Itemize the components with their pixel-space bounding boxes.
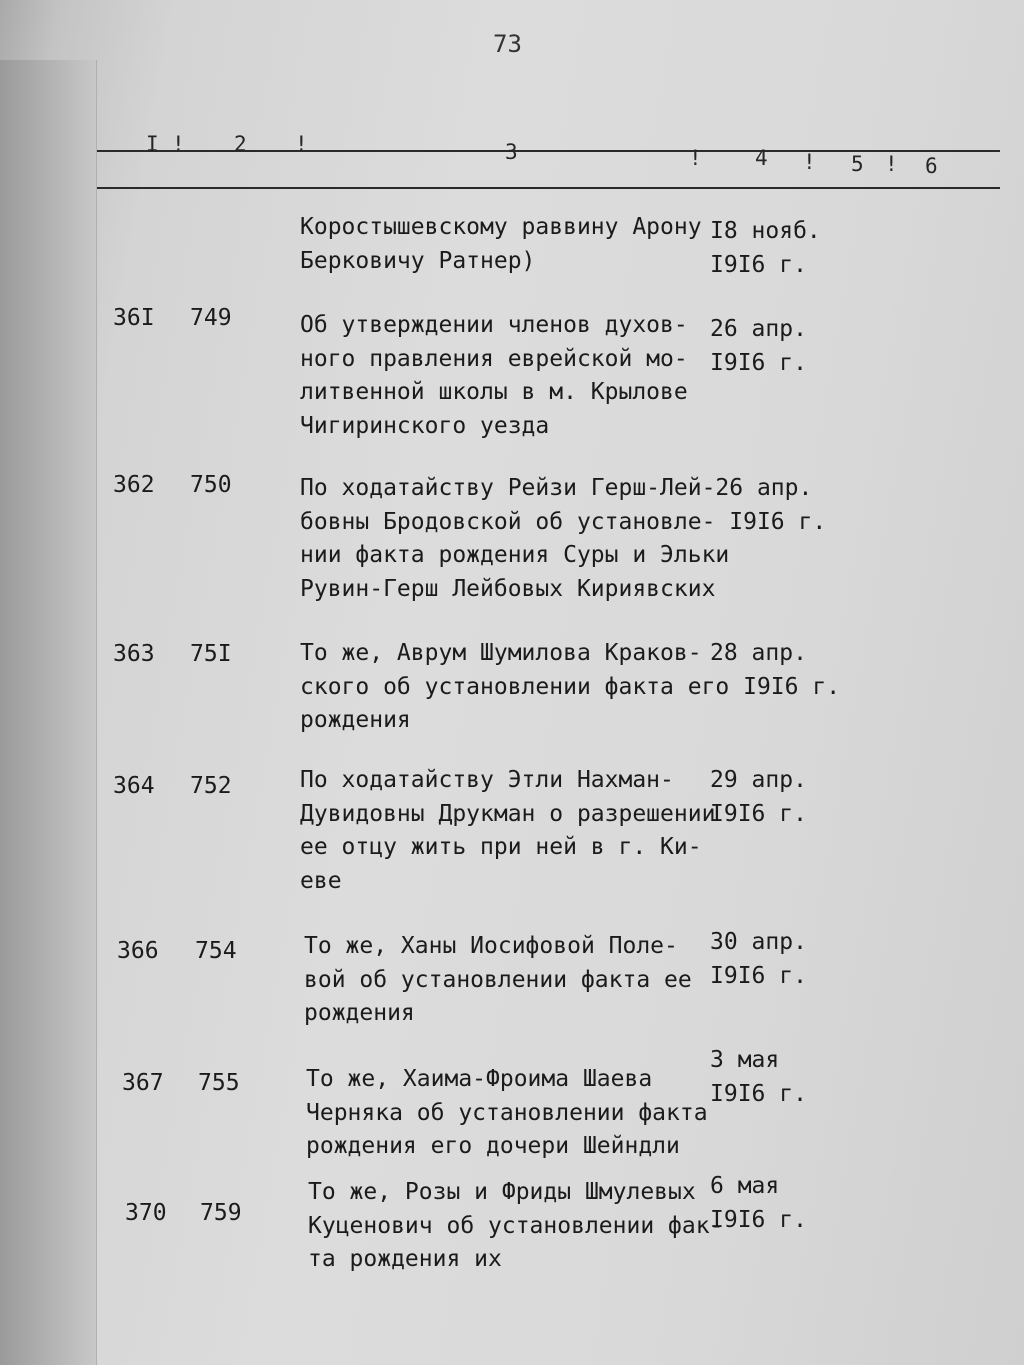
col-separator: ! — [803, 150, 816, 174]
entry-line: По ходатайству Рейзи Герш-Лей-26 апр. — [300, 475, 813, 501]
entry-line: еве — [300, 867, 342, 894]
col-separator: ! — [885, 152, 898, 176]
entry-number: 364 — [113, 773, 155, 799]
entry-text — [300, 472, 826, 606]
entry-date — [710, 764, 807, 831]
entry-line: По ходатайству Этли Нахман- — [300, 767, 674, 793]
entry-line: рождения — [300, 707, 411, 734]
entry-line: Об утверждении членов духов- — [300, 312, 688, 338]
col-header-5: 5 — [851, 152, 864, 176]
entry-date — [710, 1044, 807, 1111]
header-rule-top — [97, 150, 1000, 152]
col-separator: ! — [172, 132, 185, 156]
entry-date-line: 3 мая — [710, 1047, 780, 1073]
entry-text — [306, 1063, 708, 1164]
entry-line: бовны Бродовской об установле- I9I6 г. — [300, 508, 827, 535]
entry-line: Берковичу Ратнер) — [300, 247, 536, 274]
entry-text — [308, 1176, 723, 1277]
entry-date — [710, 1170, 807, 1237]
entry-reference: 754 — [195, 938, 237, 964]
entry-line: та рождения их — [308, 1246, 502, 1273]
entry-line: Коростышевскому раввину Арону — [300, 214, 702, 240]
entry-text — [300, 764, 715, 898]
entry-reference: 759 — [200, 1200, 242, 1226]
entry-date-line: 6 мая — [710, 1173, 780, 1199]
entry-date-line: I9I6 г. — [710, 800, 807, 827]
entry-line: ее отцу жить при ней в г. Ки- — [300, 834, 702, 861]
entry-line: рождения — [304, 1000, 415, 1027]
entry-line: Рувин-Герш Лейбовых Кириявских — [300, 575, 716, 602]
col-header-3: 3 — [505, 140, 518, 164]
entry-date-line: I9I6 г. — [710, 962, 807, 989]
entry-reference: 75I — [190, 641, 232, 667]
entry-line: нии факта рождения Суры и Эльки — [300, 542, 730, 569]
entry-reference: 752 — [190, 773, 232, 799]
entry-number: 370 — [125, 1200, 167, 1226]
entry-date-line: 28 апр. — [710, 640, 807, 666]
entry-date — [710, 926, 807, 993]
entry-text — [300, 211, 702, 278]
entry-date-line: I9I6 г. — [710, 1080, 807, 1107]
entry-line: Дувидовны Друкман о разрешении — [300, 800, 716, 827]
entry-line: То же, Аврум Шумилова Краков- — [300, 640, 702, 666]
entry-date — [710, 215, 821, 282]
header-rule-bottom — [97, 187, 1000, 189]
entry-line: Куценович об установлении фак- — [308, 1212, 724, 1239]
entry-date-line: I8 нояб. — [710, 218, 821, 244]
entry-date-line: 29 апр. — [710, 767, 807, 793]
entry-date-line: I9I6 г. — [710, 1206, 807, 1233]
entry-reference: 749 — [190, 305, 232, 331]
previous-page-edge — [0, 60, 97, 1365]
col-header-6: 6 — [925, 154, 938, 178]
col-separator: ! — [295, 132, 308, 156]
entry-line: То же, Ханы Иосифовой Поле- — [304, 933, 678, 959]
entry-number: 366 — [117, 938, 159, 964]
col-separator: ! — [689, 146, 702, 170]
entry-number: 363 — [113, 641, 155, 667]
entry-line: ного правления еврейской мо- — [300, 345, 688, 372]
entry-line: литвенной школы в м. Крылове — [300, 379, 688, 406]
col-header-4: 4 — [755, 146, 768, 170]
entry-line: вой об установлении факта ее — [304, 966, 692, 993]
entry-date-line: 30 апр. — [710, 929, 807, 955]
entry-text — [300, 309, 688, 443]
entry-line: Чигиринского уезда — [300, 412, 550, 439]
page-number: 73 — [493, 30, 522, 58]
entry-line: То же, Хаима-Фроима Шаева — [306, 1066, 653, 1092]
entry-line: рождения его дочери Шейндли — [306, 1133, 680, 1160]
entry-text — [304, 930, 692, 1031]
entry-date-line: I9I6 г. — [710, 349, 807, 376]
entry-number: 362 — [113, 472, 155, 498]
entry-number: 367 — [122, 1070, 164, 1096]
entry-line: Черняка об установлении факта — [306, 1099, 708, 1126]
entry-date-line: I9I6 г. — [710, 251, 807, 278]
entry-line: ского об установлении факта его I9I6 г. — [300, 673, 841, 700]
entry-number: 36I — [113, 305, 155, 331]
entry-reference: 755 — [198, 1070, 240, 1096]
entry-date — [710, 637, 807, 671]
col-header-2: 2 — [234, 132, 247, 156]
col-header-1: I — [146, 132, 159, 156]
entry-line: То же, Розы и Фриды Шмулевых — [308, 1179, 696, 1205]
entry-date — [710, 313, 807, 380]
entry-date-line: 26 апр. — [710, 316, 807, 342]
entry-reference: 750 — [190, 472, 232, 498]
